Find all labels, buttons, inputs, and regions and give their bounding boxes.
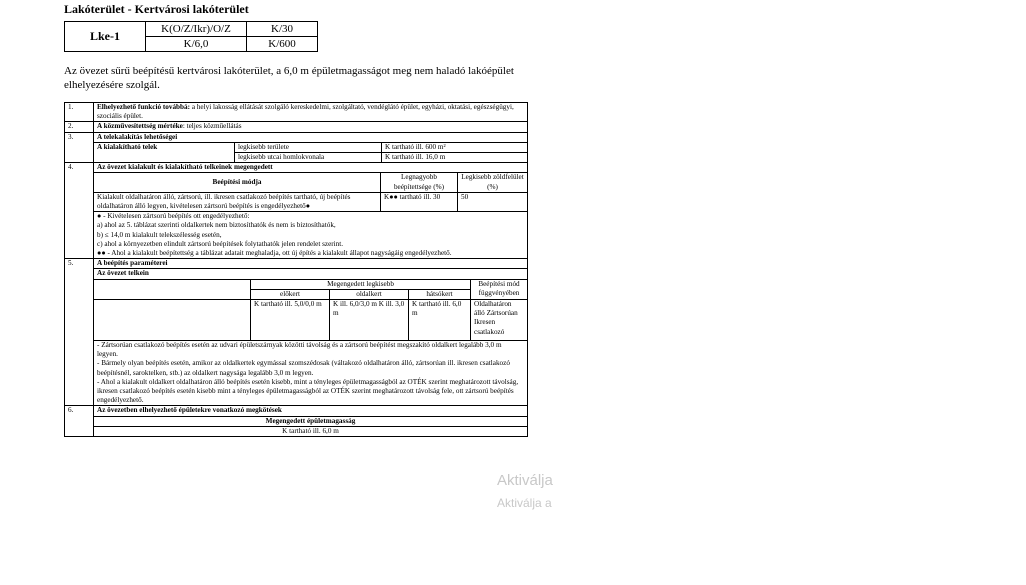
- section-title: A beépítés paraméterei: [94, 259, 527, 269]
- note-line: ● - Kivételesen zártsorú beépítés ott engedélyezhető:: [97, 212, 250, 221]
- note-line: a) ahol az 5. táblázat szerinti oldalkertek nem biztosíthatók és nem is biztosíthatók,: [97, 221, 336, 230]
- row-number: 6.: [65, 406, 94, 437]
- mode-dependent-value: Oldalhatáron álló Zártsorúan Ikresen csatlakozó: [471, 300, 528, 341]
- col-header-back: hátsókert: [409, 289, 471, 299]
- code-cell: K/600: [247, 37, 318, 52]
- row-notes: [94, 212, 528, 259]
- row-number: 2.: [65, 122, 94, 132]
- plot-frontage-value: K tartható ill. 16,0 m: [382, 153, 528, 163]
- row-label: Elhelyezhető funkció továbbá:: [97, 103, 191, 111]
- side-yard-value: K ill. 6,0/3,0 m K ill. 3,0 m: [330, 300, 409, 341]
- table-row: [65, 341, 528, 406]
- max-coverage-value: K●● tartható ill. 30: [381, 192, 458, 211]
- back-yard-value: K tartható ill. 6,0 m: [409, 300, 471, 341]
- code-cell: K/30: [247, 22, 318, 37]
- col-header-side: oldalkert: [330, 289, 409, 299]
- row-content: [94, 122, 528, 132]
- row-text: a helyi lakosság ellátását szolgáló kereskedelmi, szolgáltató, vendéglátó épület, egyházi, oktatási, egészségügyi, szociális épület.: [97, 103, 514, 121]
- row-content: [94, 406, 528, 437]
- regulation-table: [64, 102, 528, 437]
- table-row: [65, 103, 528, 122]
- note-line: - Bármely olyan beépítés esetén, amikor az oldalkertek egymással szomszédosak (váltakozó oldalhatáron álló, zártsorúan ill. ikresen csatlakozó beépítésnél, saroktelken, stb.) az oldalkert nagysága legalább 3,0 m legyen.: [97, 359, 510, 377]
- zone-code: Lke-1: [65, 22, 146, 52]
- row-content: [94, 259, 528, 341]
- section-title: A telekalakítás lehetőségei: [94, 133, 527, 143]
- note-line: b) ≤ 14,0 m kialakult telekszélesség esetén,: [97, 230, 222, 239]
- zone-title: Lakóterület - Kertvárosi lakóterület: [64, 2, 249, 16]
- col-group-header: Megengedett legkisebb: [251, 279, 471, 289]
- table-row: [65, 212, 528, 259]
- building-height-value: K tartható ill. 6,0 m: [94, 426, 527, 436]
- row-text: : teljes közműellátás: [182, 122, 242, 131]
- col-header-min-green: Legkisebb zöldfelület (%): [458, 173, 528, 192]
- plot-area-value: K tartható ill. 600 m²: [382, 142, 528, 152]
- row-label: A közművesítettség mértéke: [97, 122, 183, 131]
- section-title: Az övezet kialakult és kialakítható telkeinek megengedett: [94, 163, 527, 173]
- code-cell: K/6,0: [146, 37, 247, 52]
- mode-value: Kialakult oldalhatáron álló, zártsorú, ill. ikresen csatlakozó beépítés tartható, új beépítés oldalhatáron álló legyen, kivételesen zártsorú beépítés is engedélyezhető●: [94, 192, 381, 211]
- building-height-header: Megengedett épületmagasság: [94, 416, 527, 426]
- table-row: [65, 259, 528, 341]
- table-row: [65, 163, 528, 212]
- section-subtitle: A kialakítható telek: [94, 142, 235, 162]
- front-yard-value: K tartható ill. 5,0/0,0 m: [251, 300, 330, 341]
- plot-area-label: legkisebb területe: [235, 142, 382, 152]
- note-line: - Zártsorúan csatlakozó beépítés esetén az udvari épületszárnyak közötti távolság és a zártsorú beépítést megszakító oldalkert legalább 3,0 m legyen.: [97, 341, 502, 359]
- row-content: [94, 103, 528, 122]
- note-line: ●● - Ahol a kialakult beépítettség a táblázat adatait meghaladja, ott új építés a kialakult állapot nagyságáig engedélyezhető.: [97, 249, 452, 258]
- zone-intro: Az övezet sűrű beépítésű kertvárosi lakóterület, a 6,0 m épületmagasságot meg nem haladó lakóépület elhelyezésére szolgál.: [64, 65, 514, 91]
- col-header-mode: Beépítési mód függvényében: [471, 279, 528, 299]
- plot-frontage-label: legkisebb utcai homlokvonala: [235, 153, 382, 163]
- row-number: 5.: [65, 259, 94, 406]
- activation-watermark-sub: Aktiválja a: [497, 496, 552, 510]
- row-number: 3.: [65, 132, 94, 163]
- note-line: c) ahol a környezetben elindult zártsorú beépítések folytathatók jelen rendelet szerint.: [97, 239, 344, 248]
- table-row: [65, 122, 528, 132]
- activation-watermark: Aktiválja: [497, 472, 553, 489]
- col-header-front: előkert: [251, 289, 330, 299]
- table-row: [65, 406, 528, 437]
- min-green-value: 50: [458, 192, 528, 211]
- row-number: 4.: [65, 163, 94, 259]
- row-notes: [94, 341, 528, 406]
- section-subtitle: Az övezet telkein: [94, 269, 527, 279]
- row-content: [94, 163, 528, 212]
- row-content: [94, 132, 528, 163]
- zone-code-table: [64, 21, 318, 52]
- section-title: Az övezetben elhelyezhető épületekre vonatkozó megkötések: [94, 406, 527, 416]
- col-header-mode: Beépítési módja: [94, 173, 381, 192]
- row-number: 1.: [65, 103, 94, 122]
- table-row: [65, 132, 528, 163]
- note-line: - Ahol a kialakult oldalkert oldalhatáron álló beépítés esetén kisebb, mint a tényleges épületmagasságból az OTÉK szerint meghatározott távolság, ikresen csatlakozó beépítés esetén kisebb mint a tényleges épületmagasságból az OTÉK szerint meghatározott távolság fele, ott zártsorú beépítés engedélyezhető.: [97, 377, 519, 405]
- code-cell: K(O/Z/Ikr)/O/Z: [146, 22, 247, 37]
- col-header-max-coverage: Legnagyobb beépítettsége (%): [381, 173, 458, 192]
